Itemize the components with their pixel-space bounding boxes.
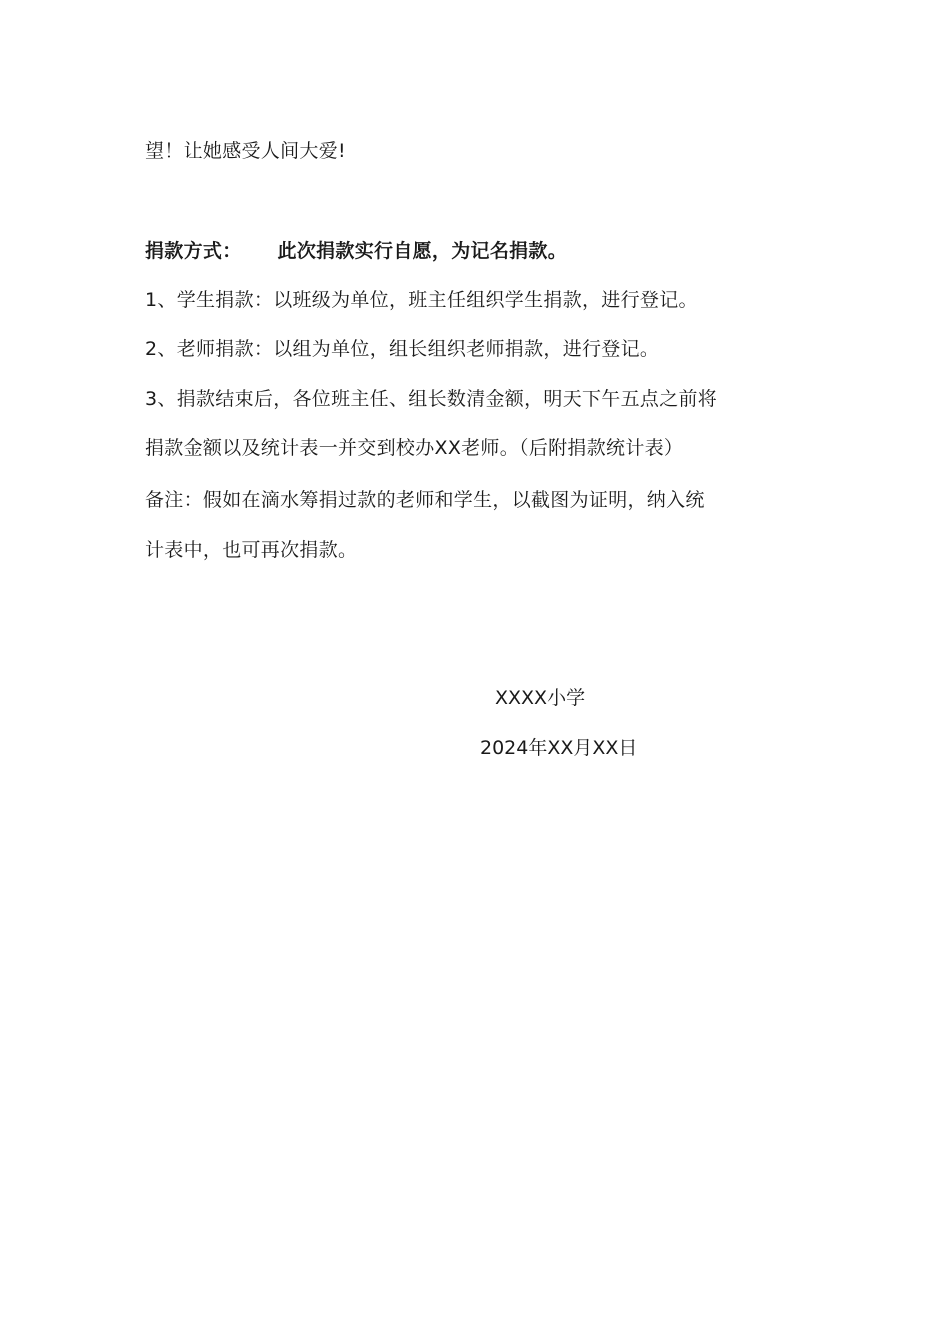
donation-method-statement: 此次捐款实行自愿，为记名捐款。 — [277, 240, 568, 262]
item-teacher-donation: 2、老师捐款：以组为单位，组长组织老师捐款，进行登记。 — [145, 338, 660, 360]
continuation-line: 望！让她感受人间大爱! — [145, 140, 346, 162]
item-after-donation-continued: 捐款金额以及统计表一并交到校办XX老师。（后附捐款统计表） — [145, 437, 684, 459]
signature-school: XXXX小学 — [495, 687, 586, 709]
item-after-donation: 3、捐款结束后，各位班主任、组长数清金额，明天下午五点之前将 — [145, 388, 718, 410]
signature-date: 2024年XX月XX日 — [480, 737, 638, 759]
note-line: 备注：假如在滴水筹捐过款的老师和学生，以截图为证明，纳入统 — [145, 489, 705, 511]
donation-method-line — [145, 239, 567, 263]
donation-method-label: 捐款方式： — [145, 240, 242, 262]
note-line-continued: 计表中，也可再次捐款。 — [145, 539, 358, 561]
item-student-donation: 1、学生捐款：以班级为单位，班主任组织学生捐款，进行登记。 — [145, 289, 698, 311]
